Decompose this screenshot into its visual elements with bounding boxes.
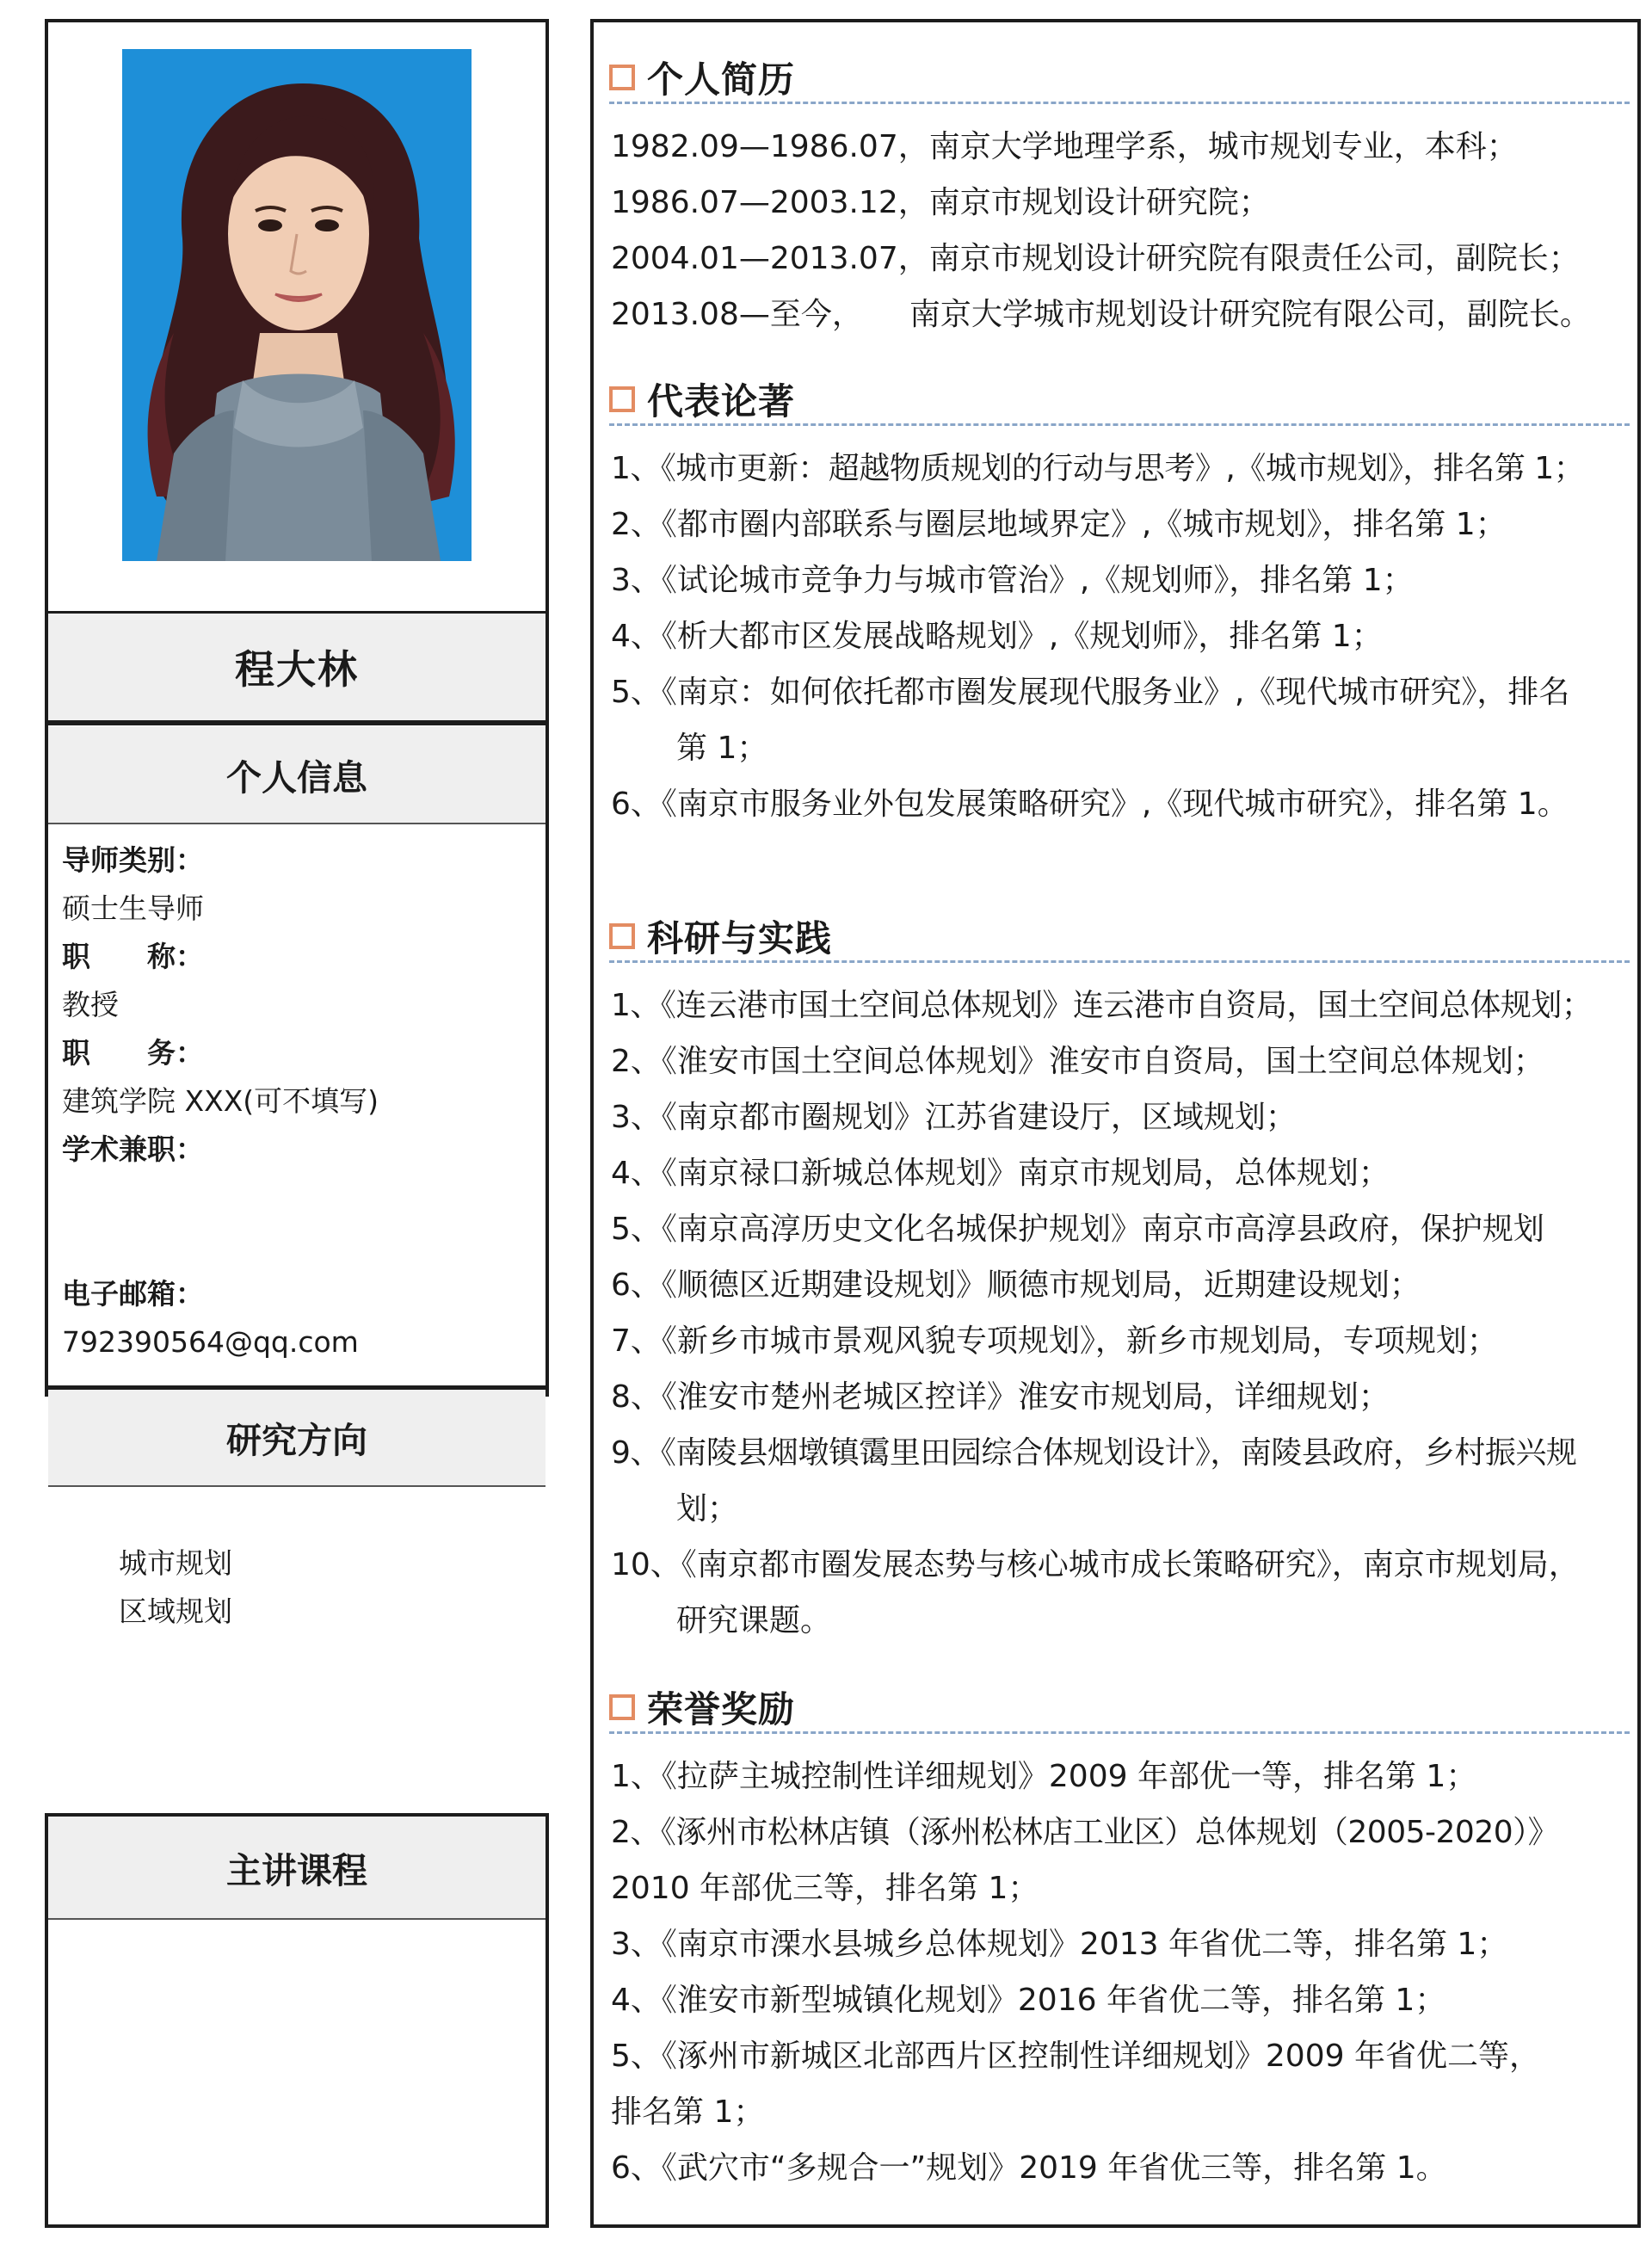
- list-item: 6、《南京市服务业外包发展策略研究》,《现代城市研究》，排名第 1。: [611, 787, 1569, 822]
- square-bullet-icon: [609, 923, 635, 949]
- field-label-position: 职 务：: [62, 1036, 204, 1070]
- publications-list: [611, 441, 1626, 832]
- section-title: 科研与实践: [647, 917, 833, 959]
- list-item: 2、《淮安市国土空间总体规划》淮安市自资局，国土空间总体规划；: [611, 1044, 1544, 1079]
- list-item: 6、《顺德区近期建设规划》顺德市规划局，近期建设规划；: [611, 1268, 1421, 1303]
- list-item: 2013.08—至今， 南京大学城市规划设计研究院有限公司，副院长。: [611, 297, 1591, 332]
- list-item: 5、《涿州市新城区北部西片区控制性详细规划》2009 年省优二等，: [611, 2039, 1540, 2074]
- field-value-title: 教授: [62, 988, 119, 1021]
- list-item-continued: 排名第 1；: [611, 2094, 765, 2130]
- field-label-email: 电子邮箱：: [62, 1277, 204, 1311]
- field-value-email[interactable]: 792390564@qq.com: [62, 1325, 359, 1359]
- profile-name: 程大林: [48, 611, 546, 725]
- info-list: [62, 836, 535, 1366]
- detail-panel: [590, 19, 1641, 2228]
- section-title: 代表论著: [647, 380, 796, 423]
- list-item: 1、《连云港市国土空间总体规划》连云港市自资局，国土空间总体规划；: [611, 988, 1593, 1023]
- list-item: 2、《都市圈内部联系与圈层地域界定》,《城市规划》，排名第 1；: [611, 507, 1507, 542]
- field-label-academic-roles: 学术兼职：: [62, 1132, 204, 1166]
- field-label-title: 职 称：: [62, 940, 204, 973]
- section-header-resume: [609, 53, 1630, 104]
- course-panel: [45, 1813, 549, 2228]
- portrait-photo: [122, 49, 472, 561]
- list-item: 2、《涿州市松林店镇（涿州松林店工业区）总体规划（2005-2020）》: [611, 1815, 1559, 1850]
- list-item: 3、《试论城市竞争力与城市管治》,《规划师》，排名第 1；: [611, 563, 1414, 598]
- list-item: 1986.07—2003.12，南京市规划设计研究院；: [611, 185, 1270, 220]
- list-item: 2004.01—2013.07，南京市规划设计研究院有限责任公司，副院长；: [611, 241, 1580, 276]
- section-header-awards: [609, 1683, 1630, 1734]
- list-item: 5、《南京：如何依托都市圈发展现代服务业》,《现代城市研究》，排名: [611, 675, 1570, 710]
- list-item: 7、《新乡市城市景观风貌专项规划》，新乡市规划局，专项规划；: [611, 1323, 1498, 1359]
- research-item: 区域规划: [119, 1595, 232, 1628]
- field-value-position: 建筑学院 XXX(可不填写): [62, 1084, 379, 1118]
- list-item-continued: 划；: [676, 1491, 739, 1527]
- list-item: 4、《南京禄口新城总体规划》南京市规划局，总体规划；: [611, 1156, 1390, 1191]
- section-header-projects: [609, 912, 1630, 963]
- list-item: 3、《南京市溧水县城乡总体规划》2013 年省优二等，排名第 1；: [611, 1927, 1508, 1962]
- list-item: 4、《淮安市新型城镇化规划》2016 年省优二等，排名第 1；: [611, 1983, 1446, 2018]
- portrait-illustration: [122, 49, 472, 561]
- square-bullet-icon: [609, 65, 635, 90]
- list-item: 1、《城市更新：超越物质规划的行动与思考》,《城市规划》，排名第 1；: [611, 451, 1585, 486]
- square-bullet-icon: [609, 386, 635, 412]
- square-bullet-icon: [609, 1694, 635, 1720]
- list-item: 1982.09—1986.07，南京大学地理学系，城市规划专业，本科；: [611, 129, 1518, 164]
- list-item-continued: 2010 年部优三等，排名第 1；: [611, 1871, 1039, 1906]
- field-value-advisor-type: 硕士生导师: [62, 891, 204, 925]
- info-heading: 个人信息: [48, 726, 546, 824]
- list-item: 10、《南京都市圈发展态势与核心城市成长策略研究》，南京市规划局，: [611, 1547, 1580, 1582]
- section-title: 个人简历: [647, 59, 796, 101]
- resume-list: [611, 119, 1626, 342]
- list-item: 5、《南京高淳历史文化名城保护规划》南京市高淳县政府，保护规划: [611, 1212, 1544, 1247]
- section-title: 荣誉奖励: [647, 1688, 796, 1730]
- research-heading: 研究方向: [48, 1385, 546, 1487]
- awards-list: [611, 1749, 1626, 2196]
- list-item: 3、《南京都市圈规划》江苏省建设厅，区域规划；: [611, 1100, 1297, 1135]
- section-header-publications: [609, 375, 1630, 426]
- projects-list: [611, 978, 1626, 1649]
- list-item: 4、《析大都市区发展战略规划》,《规划师》，排名第 1；: [611, 619, 1383, 654]
- field-value-academic-roles: [62, 1174, 535, 1270]
- profile-panel: [45, 19, 549, 1628]
- research-item: 城市规划: [119, 1546, 232, 1580]
- course-heading: 主讲课程: [48, 1817, 546, 1920]
- list-item: 1、《拉萨主城控制性详细规划》2009 年部优一等，排名第 1；: [611, 1759, 1477, 1794]
- list-item: 8、《淮安市楚州老城区控详》淮安市规划局，详细规划；: [611, 1379, 1390, 1415]
- field-label-advisor-type: 导师类别：: [62, 843, 204, 877]
- list-item: 9、《南陵县烟墩镇霭里田园综合体规划设计》，南陵县政府，乡村振兴规: [611, 1435, 1577, 1471]
- list-item: 6、《武穴市“多规合一”规划》2019 年省优三等，排名第 1。: [611, 2150, 1447, 2186]
- list-item-continued: 研究课题。: [676, 1603, 832, 1638]
- list-item-continued: 第 1；: [676, 731, 768, 766]
- research-list: [119, 1539, 232, 1636]
